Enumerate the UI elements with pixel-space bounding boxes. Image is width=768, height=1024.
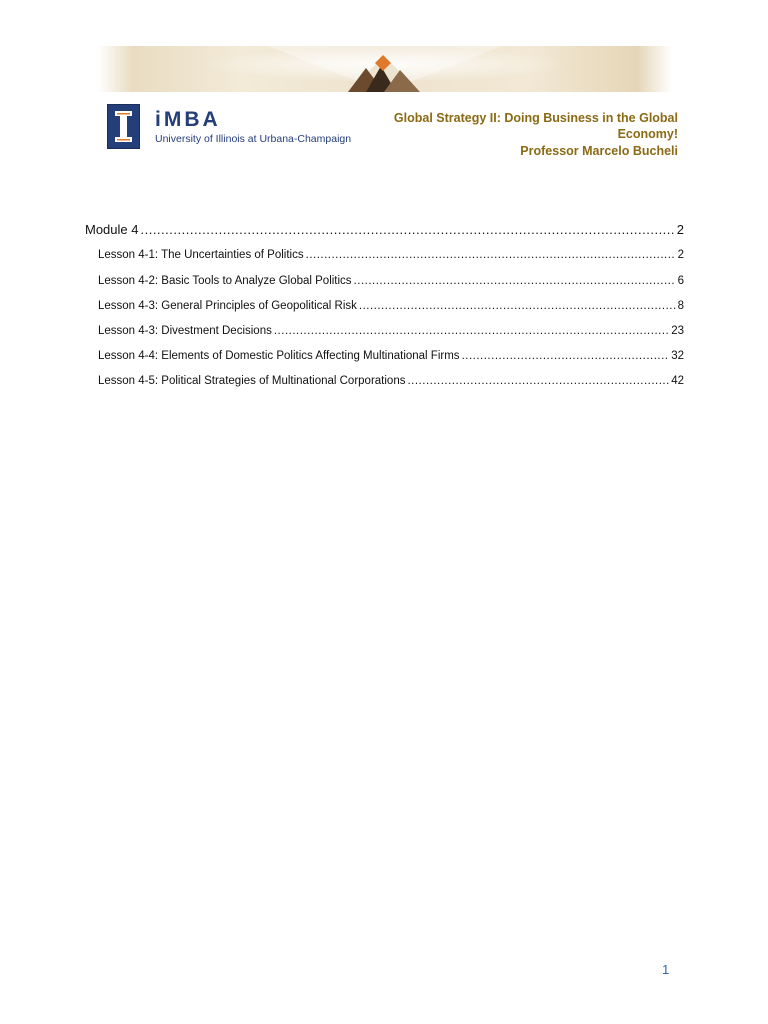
toc-lesson-entry[interactable] [98, 249, 684, 261]
toc-entry-page: 23 [671, 325, 684, 337]
toc-entry-page: 42 [671, 375, 684, 387]
illinois-logo [107, 104, 140, 149]
toc-entry-page: 6 [677, 275, 684, 287]
page-number: 1 [662, 962, 670, 977]
toc-leader-dots [359, 300, 676, 312]
toc-lesson-entry[interactable] [98, 325, 684, 337]
toc-entry-label: Lesson 4-5: Political Strategies of Multinational Corporations [98, 375, 406, 387]
toc-entry-label: Module 4 [85, 222, 139, 237]
professor-name: Professor Marcelo Bucheli [520, 144, 678, 158]
toc-entry-page: 32 [671, 350, 684, 362]
imba-logo-title: iMBA [155, 108, 221, 131]
block-i-icon [108, 105, 139, 148]
toc-leader-dots [407, 375, 669, 387]
toc-entry-page: 2 [677, 249, 684, 261]
toc-entry-label: Lesson 4-2: Basic Tools to Analyze Global Politics [98, 275, 352, 287]
toc-leader-dots [140, 222, 674, 237]
toc-entry-label: Lesson 4-4: Elements of Domestic Politics Affecting Multinational Firms [98, 350, 460, 362]
toc-entry-label: Lesson 4-3: Divestment Decisions [98, 325, 272, 337]
toc-module-entry[interactable] [85, 222, 684, 237]
course-title: Global Strategy II: Doing Business in the Global Economy! [393, 111, 678, 141]
header-banner [98, 46, 672, 92]
toc-lesson-entry[interactable] [98, 350, 684, 362]
toc-leader-dots [274, 325, 669, 337]
toc-entry-label: Lesson 4-3: General Principles of Geopolitical Risk [98, 300, 357, 312]
toc-lesson-entry[interactable] [98, 275, 684, 287]
toc-entry-page: 8 [677, 300, 684, 312]
toc-leader-dots [462, 350, 670, 362]
imba-logo-subtitle: University of Illinois at Urbana-Champaign [155, 133, 352, 145]
toc-entry-label: Lesson 4-1: The Uncertainties of Politics [98, 249, 304, 261]
toc-lesson-entry[interactable] [98, 300, 684, 312]
toc-lesson-entry[interactable] [98, 375, 684, 387]
toc-entry-page: 2 [676, 222, 684, 237]
banner-graphic [98, 46, 672, 92]
toc-leader-dots [306, 249, 676, 261]
toc-leader-dots [354, 275, 676, 287]
